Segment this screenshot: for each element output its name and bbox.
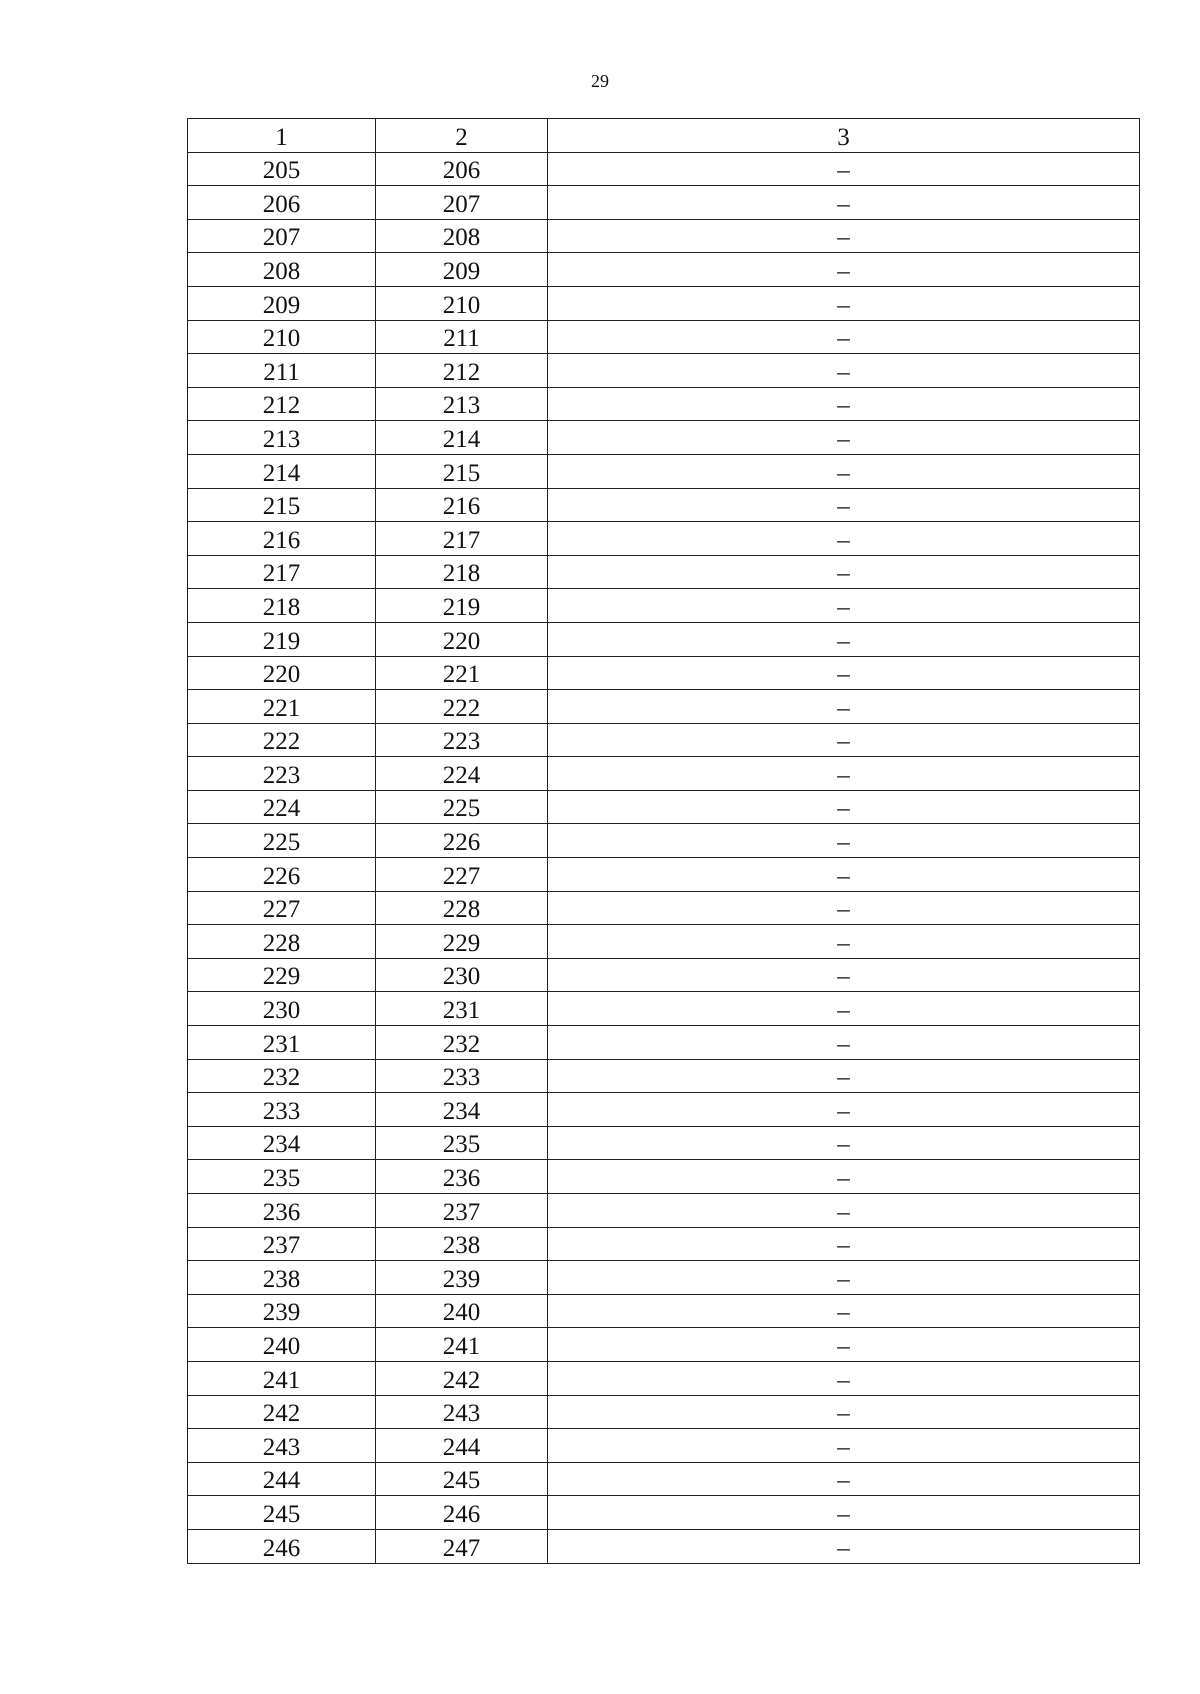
table-row — [188, 925, 1140, 959]
table-row — [188, 992, 1140, 1026]
table-row — [188, 1429, 1140, 1463]
table-cell-col-3: – — [548, 656, 1140, 690]
table-cell-col-3: – — [548, 522, 1140, 556]
table-cell-col-3: – — [548, 1093, 1140, 1127]
table-cell-col-1: 237 — [188, 1227, 376, 1261]
table-cell-col-2: 236 — [376, 1160, 548, 1194]
table-cell-col-2: 208 — [376, 219, 548, 253]
table-cell-col-1: 208 — [188, 253, 376, 287]
column-header-2: 2 — [376, 119, 548, 153]
table-row — [188, 1160, 1140, 1194]
table-cell-col-3: – — [548, 1395, 1140, 1429]
table-row — [188, 555, 1140, 589]
table-row — [188, 1328, 1140, 1362]
table-row — [188, 1395, 1140, 1429]
table-cell-col-2: 228 — [376, 891, 548, 925]
table-cell-col-1: 222 — [188, 723, 376, 757]
table-cell-col-3: – — [548, 757, 1140, 791]
table-header-row — [188, 119, 1140, 153]
table-cell-col-2: 217 — [376, 522, 548, 556]
table-cell-col-2: 237 — [376, 1194, 548, 1228]
table-cell-col-2: 231 — [376, 992, 548, 1026]
table-cell-col-1: 238 — [188, 1261, 376, 1295]
table-cell-col-1: 234 — [188, 1126, 376, 1160]
table-cell-col-2: 216 — [376, 488, 548, 522]
page-number: 29 — [591, 71, 609, 91]
table-cell-col-1: 240 — [188, 1328, 376, 1362]
table-cell-col-2: 219 — [376, 589, 548, 623]
data-table — [187, 118, 1140, 1564]
table-cell-col-1: 217 — [188, 555, 376, 589]
table-cell-col-1: 218 — [188, 589, 376, 623]
table-cell-col-1: 219 — [188, 622, 376, 656]
table-row — [188, 1462, 1140, 1496]
table-row — [188, 1093, 1140, 1127]
table-cell-col-2: 240 — [376, 1294, 548, 1328]
table-cell-col-1: 232 — [188, 1059, 376, 1093]
table-cell-col-3: – — [548, 152, 1140, 186]
table-cell-col-2: 210 — [376, 286, 548, 320]
table-cell-col-2: 218 — [376, 555, 548, 589]
table-cell-col-2: 232 — [376, 1026, 548, 1060]
table-cell-col-2: 226 — [376, 824, 548, 858]
table-cell-col-2: 246 — [376, 1496, 548, 1530]
table-cell-col-2: 235 — [376, 1126, 548, 1160]
table-cell-col-1: 221 — [188, 690, 376, 724]
table-cell-col-2: 215 — [376, 454, 548, 488]
table-row — [188, 958, 1140, 992]
table-row — [188, 1194, 1140, 1228]
table-cell-col-3: – — [548, 1294, 1140, 1328]
table-cell-col-1: 246 — [188, 1529, 376, 1563]
table-cell-col-3: – — [548, 253, 1140, 287]
table-cell-col-1: 224 — [188, 790, 376, 824]
table-cell-col-2: 206 — [376, 152, 548, 186]
table-row — [188, 858, 1140, 892]
table-cell-col-3: – — [548, 186, 1140, 220]
table-row — [188, 790, 1140, 824]
table-cell-col-2: 223 — [376, 723, 548, 757]
table-cell-col-2: 230 — [376, 958, 548, 992]
table-row — [188, 488, 1140, 522]
table-cell-col-3: – — [548, 1429, 1140, 1463]
table-cell-col-3: – — [548, 824, 1140, 858]
table-cell-col-1: 213 — [188, 421, 376, 455]
table-cell-col-1: 216 — [188, 522, 376, 556]
table-row — [188, 454, 1140, 488]
table-cell-col-3: – — [548, 1529, 1140, 1563]
table-cell-col-3: – — [548, 1194, 1140, 1228]
table-row — [188, 152, 1140, 186]
table-cell-col-2: 241 — [376, 1328, 548, 1362]
table-cell-col-2: 229 — [376, 925, 548, 959]
table-cell-col-3: – — [548, 589, 1140, 623]
table-cell-col-1: 220 — [188, 656, 376, 690]
table-cell-col-3: – — [548, 354, 1140, 388]
table-cell-col-1: 228 — [188, 925, 376, 959]
table-cell-col-3: – — [548, 1261, 1140, 1295]
table-cell-col-1: 231 — [188, 1026, 376, 1060]
table-cell-col-1: 244 — [188, 1462, 376, 1496]
table-cell-col-1: 215 — [188, 488, 376, 522]
table-cell-col-3: – — [548, 690, 1140, 724]
table-row — [188, 891, 1140, 925]
table-row — [188, 219, 1140, 253]
table-cell-col-3: – — [548, 219, 1140, 253]
table-cell-col-1: 226 — [188, 858, 376, 892]
table-row — [188, 1361, 1140, 1395]
table-cell-col-2: 225 — [376, 790, 548, 824]
table-body — [188, 119, 1140, 1564]
table-cell-col-1: 233 — [188, 1093, 376, 1127]
table-row — [188, 757, 1140, 791]
table-cell-col-3: – — [548, 1496, 1140, 1530]
table-cell-col-2: 212 — [376, 354, 548, 388]
table-row — [188, 656, 1140, 690]
table-cell-col-1: 206 — [188, 186, 376, 220]
table-row — [188, 387, 1140, 421]
table-cell-col-1: 230 — [188, 992, 376, 1026]
table-row — [188, 1026, 1140, 1060]
table-cell-col-3: – — [548, 421, 1140, 455]
table-row — [188, 522, 1140, 556]
table-cell-col-2: 234 — [376, 1093, 548, 1127]
table-cell-col-1: 225 — [188, 824, 376, 858]
table-cell-col-2: 221 — [376, 656, 548, 690]
table-cell-col-2: 242 — [376, 1361, 548, 1395]
table-row — [188, 253, 1140, 287]
table-cell-col-2: 227 — [376, 858, 548, 892]
table-cell-col-1: 229 — [188, 958, 376, 992]
table-cell-col-1: 242 — [188, 1395, 376, 1429]
table-cell-col-2: 220 — [376, 622, 548, 656]
table-row — [188, 1261, 1140, 1295]
table-cell-col-1: 227 — [188, 891, 376, 925]
column-header-1: 1 — [188, 119, 376, 153]
table-cell-col-2: 244 — [376, 1429, 548, 1463]
table-cell-col-3: – — [548, 891, 1140, 925]
table-row — [188, 1496, 1140, 1530]
table-cell-col-3: – — [548, 622, 1140, 656]
table-cell-col-3: – — [548, 992, 1140, 1026]
table-cell-col-1: 210 — [188, 320, 376, 354]
table-cell-col-2: 211 — [376, 320, 548, 354]
table-cell-col-3: – — [548, 454, 1140, 488]
table-cell-col-2: 233 — [376, 1059, 548, 1093]
table-cell-col-3: – — [548, 555, 1140, 589]
table-cell-col-1: 241 — [188, 1361, 376, 1395]
table-row — [188, 1227, 1140, 1261]
table-cell-col-1: 209 — [188, 286, 376, 320]
table-cell-col-3: – — [548, 958, 1140, 992]
table-cell-col-2: 243 — [376, 1395, 548, 1429]
table-cell-col-1: 236 — [188, 1194, 376, 1228]
table-cell-col-1: 243 — [188, 1429, 376, 1463]
table-row — [188, 1529, 1140, 1563]
table-cell-col-1: 239 — [188, 1294, 376, 1328]
table-row — [188, 589, 1140, 623]
table-cell-col-3: – — [548, 1026, 1140, 1060]
table-cell-col-2: 247 — [376, 1529, 548, 1563]
table-row — [188, 690, 1140, 724]
table-cell-col-3: – — [548, 925, 1140, 959]
table-cell-col-3: – — [548, 1059, 1140, 1093]
table-cell-col-3: – — [548, 286, 1140, 320]
table-cell-col-1: 245 — [188, 1496, 376, 1530]
table-cell-col-2: 222 — [376, 690, 548, 724]
table-cell-col-3: – — [548, 387, 1140, 421]
table-row — [188, 723, 1140, 757]
table-row — [188, 320, 1140, 354]
table-cell-col-3: – — [548, 320, 1140, 354]
table-cell-col-1: 207 — [188, 219, 376, 253]
table-row — [188, 622, 1140, 656]
table-cell-col-1: 205 — [188, 152, 376, 186]
table-cell-col-1: 235 — [188, 1160, 376, 1194]
table-cell-col-3: – — [548, 790, 1140, 824]
table-cell-col-2: 239 — [376, 1261, 548, 1295]
table-cell-col-3: – — [548, 858, 1140, 892]
table-cell-col-2: 224 — [376, 757, 548, 791]
table-row — [188, 186, 1140, 220]
table-cell-col-1: 212 — [188, 387, 376, 421]
table-row — [188, 1126, 1140, 1160]
table-row — [188, 824, 1140, 858]
table-cell-col-2: 245 — [376, 1462, 548, 1496]
table-row — [188, 1059, 1140, 1093]
table-cell-col-3: – — [548, 723, 1140, 757]
table-cell-col-3: – — [548, 1462, 1140, 1496]
table-cell-col-2: 214 — [376, 421, 548, 455]
table-cell-col-2: 209 — [376, 253, 548, 287]
table-cell-col-1: 223 — [188, 757, 376, 791]
table-cell-col-3: – — [548, 1160, 1140, 1194]
table-cell-col-2: 207 — [376, 186, 548, 220]
table-cell-col-3: – — [548, 488, 1140, 522]
table-row — [188, 421, 1140, 455]
table-cell-col-1: 214 — [188, 454, 376, 488]
table-cell-col-2: 213 — [376, 387, 548, 421]
table-cell-col-3: – — [548, 1126, 1140, 1160]
table-cell-col-1: 211 — [188, 354, 376, 388]
table-row — [188, 286, 1140, 320]
table-cell-col-2: 238 — [376, 1227, 548, 1261]
table-row — [188, 354, 1140, 388]
table-cell-col-3: – — [548, 1328, 1140, 1362]
column-header-3: 3 — [548, 119, 1140, 153]
table-cell-col-3: – — [548, 1227, 1140, 1261]
table-row — [188, 1294, 1140, 1328]
table-cell-col-3: – — [548, 1361, 1140, 1395]
